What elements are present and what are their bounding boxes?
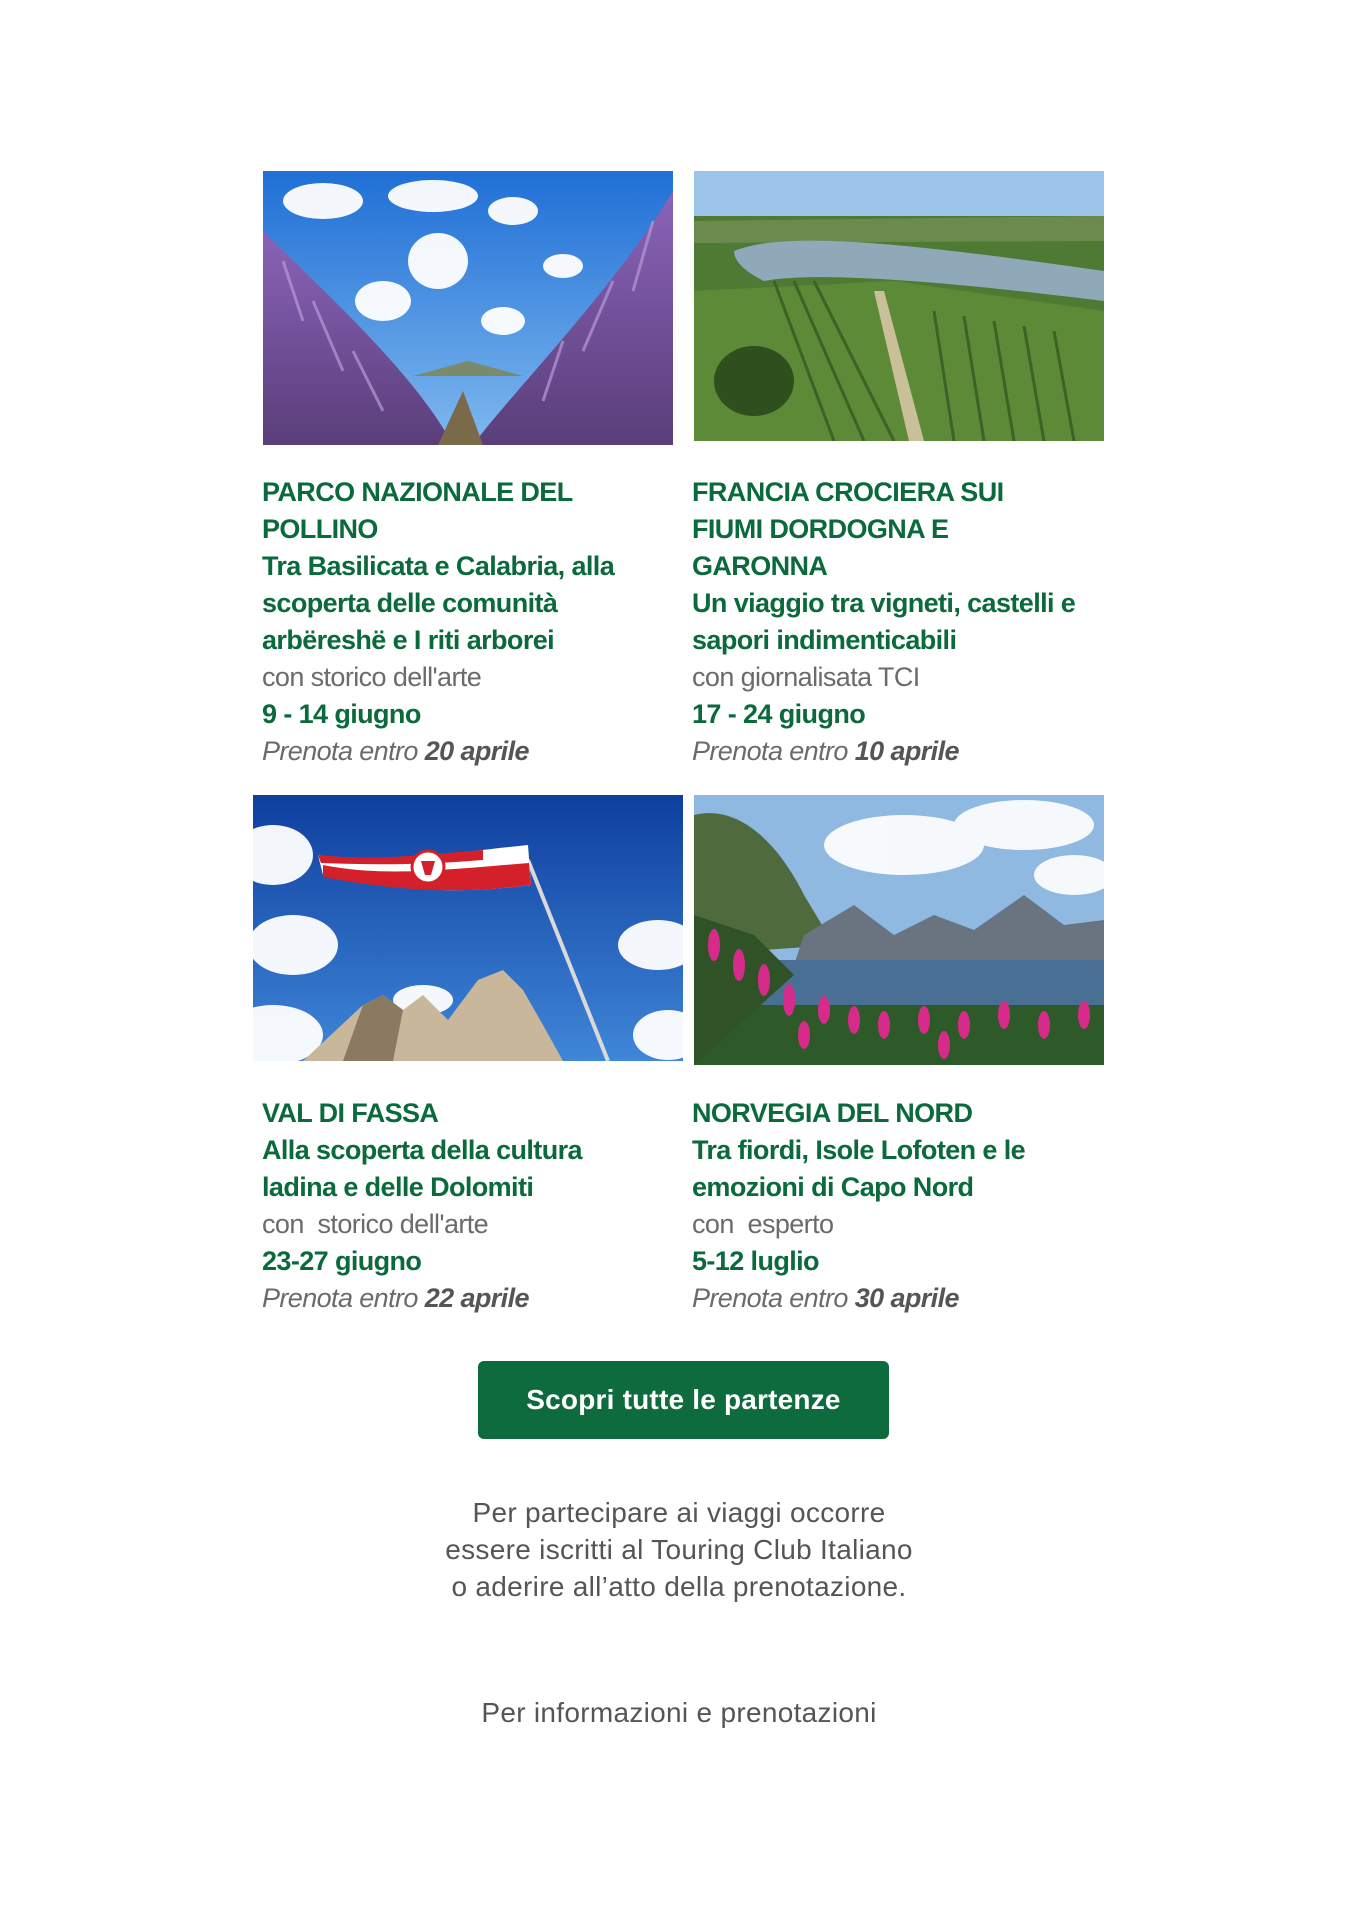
membership-note: Per partecipare ai viaggi occorre essere iscritti al Touring Club Italiano o aderire all’atto della prenotazione. xyxy=(445,1497,913,1602)
trip-dates: 23-27 giugno xyxy=(262,1246,422,1276)
trip-card-dordogna[interactable] xyxy=(692,474,1122,770)
trip-subtitle: Tra Basilicata e Calabria, alla scoperta delle comunità arbëreshë e I riti arborei xyxy=(262,551,615,655)
trip-guide: con esperto xyxy=(692,1209,834,1239)
trip-dates: 9 - 14 giugno xyxy=(262,699,421,729)
trip-guide: con storico dell'arte xyxy=(262,1209,489,1239)
info-note: Per informazioni e prenotazioni xyxy=(481,1697,877,1728)
discover-all-departures-button[interactable]: Scopri tutte le partenze xyxy=(478,1361,889,1439)
trip-deadline: Prenota entro 20 aprile xyxy=(262,736,529,766)
trip-subtitle: Alla scoperta della cultura ladina e delle Dolomiti xyxy=(262,1135,582,1202)
trip-guide: con storico dell'arte xyxy=(262,662,482,692)
trip-dates: 5-12 luglio xyxy=(692,1246,819,1276)
trip-title: VAL DI FASSA xyxy=(262,1098,439,1128)
lofoten-fjord-flowers-photo xyxy=(694,795,1104,1065)
trip-guide: con giornalisata TCI xyxy=(692,662,920,692)
trip-deadline: Prenota entro 22 aprile xyxy=(262,1283,529,1313)
trip-title: NORVEGIA DEL NORD xyxy=(692,1098,973,1128)
lavender-field-photo xyxy=(263,171,673,445)
trip-deadline: Prenota entro 10 aprile xyxy=(692,736,959,766)
trip-title: FRANCIA CROCIERA SUI FIUMI DORDOGNA E GARONNA xyxy=(692,477,1004,581)
trip-subtitle: Un viaggio tra vigneti, castelli e sapori indimenticabili xyxy=(692,588,1076,655)
trip-subtitle: Tra fiordi, Isole Lofoten e le emozioni di Capo Nord xyxy=(692,1135,1026,1202)
trip-card-pollino[interactable] xyxy=(262,474,692,770)
trip-title: PARCO NAZIONALE DEL POLLINO xyxy=(262,477,573,544)
tyrol-flag-dolomites-photo xyxy=(253,795,683,1061)
river-vineyards-photo xyxy=(694,171,1104,441)
trip-deadline: Prenota entro 30 aprile xyxy=(692,1283,959,1313)
trip-card-val-di-fassa[interactable] xyxy=(262,1095,692,1317)
trip-card-norvegia[interactable] xyxy=(692,1095,1122,1317)
trip-dates: 17 - 24 giugno xyxy=(692,699,866,729)
